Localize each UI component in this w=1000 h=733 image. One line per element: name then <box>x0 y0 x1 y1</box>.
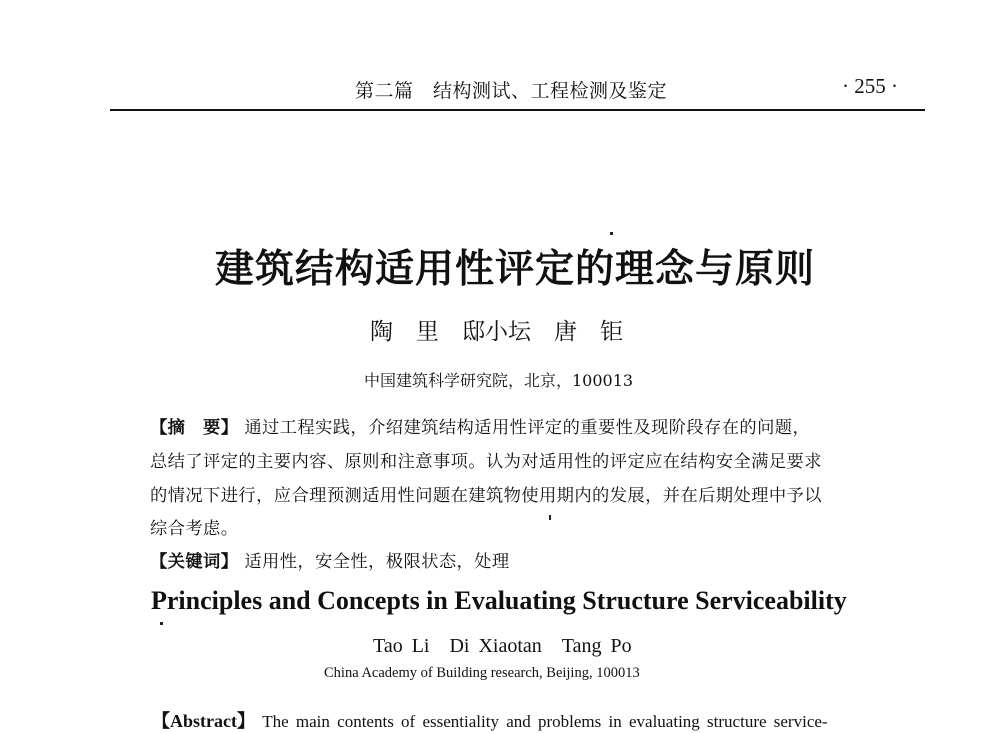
page-number: · 255 · <box>842 74 898 98</box>
scan-speck <box>610 232 613 235</box>
english-abstract-text: The main contents of essentiality and problems in evaluating structure service- <box>262 712 828 731</box>
english-affiliation: China Academy of Building research, Beijing, 100013 <box>324 665 640 681</box>
keywords-text: 适用性，安全性，极限状态，处理 <box>244 552 510 572</box>
english-abstract <box>152 707 828 733</box>
abstract-text: 通过工程实践，介绍建筑结构适用性评定的重要性及现阶段存在的问题， <box>244 418 811 438</box>
english-abstract-label: 【Abstract】 <box>152 711 255 731</box>
chinese-affiliation: 中国建筑科学研究院，北京，100013 <box>364 371 634 390</box>
abstract-label: 【摘 要】 <box>150 418 239 438</box>
chinese-abstract-line <box>150 413 810 438</box>
chinese-abstract-line: 总结了评定的主要内容、原则和注意事项。认为对适用性的评定应在结构安全满足要求 <box>150 452 822 472</box>
chinese-abstract-line: 的情况下进行，应合理预测适用性问题在建筑物使用期内的发展，并在后期处理中予以 <box>150 486 822 506</box>
running-header-section: 第二篇 结构测试、工程检测及鉴定 <box>355 80 668 102</box>
scan-speck <box>160 622 163 625</box>
english-title: Principles and Concepts in Evaluating Structure Serviceability <box>151 586 847 615</box>
chinese-authors: 陶 里 邸小坛 唐 钜 <box>370 319 623 345</box>
scan-speck <box>549 515 551 520</box>
english-authors: Tao Li Di Xiaotan Tang Po <box>373 635 632 657</box>
chinese-abstract-line: 综合考虑。 <box>150 519 239 539</box>
keywords-label: 【关键词】 <box>150 552 239 572</box>
chinese-keywords <box>150 547 510 572</box>
chinese-title: 建筑结构适用性评定的理念与原则 <box>215 246 816 292</box>
header-rule <box>110 109 925 111</box>
